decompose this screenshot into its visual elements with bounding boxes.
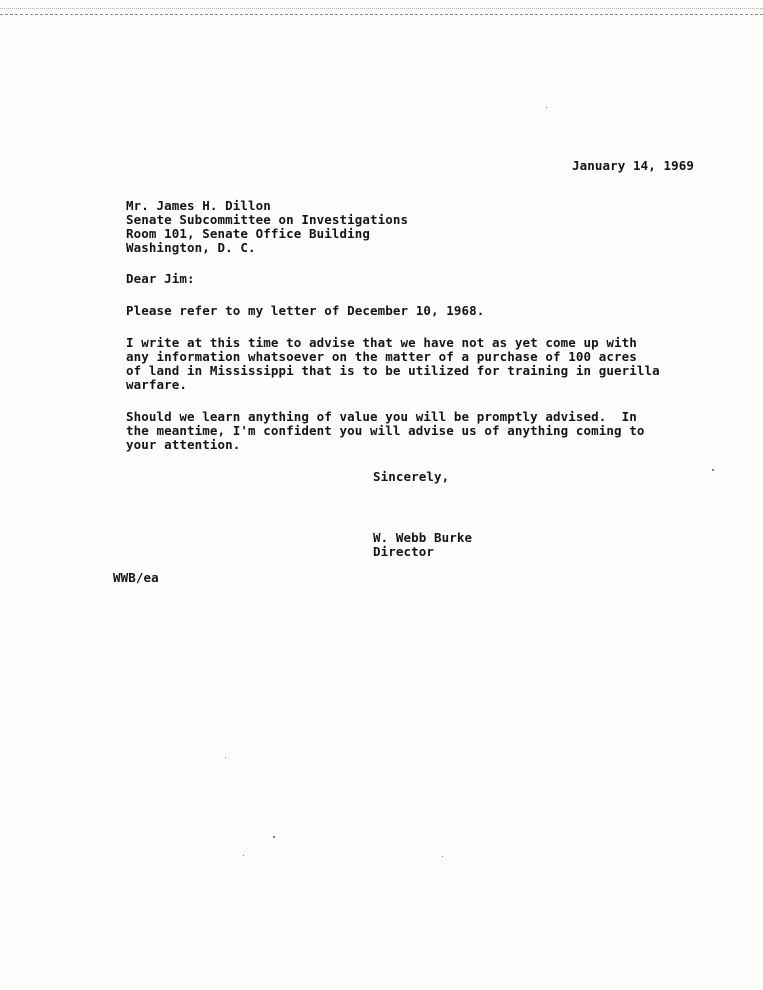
- scan-speck: [273, 836, 275, 838]
- paragraph-advice: [126, 336, 660, 392]
- scan-speck: [712, 469, 714, 471]
- paragraph-line: of land in Mississippi that is to be utilized for training in guerilla: [126, 363, 660, 378]
- paragraph-line: I write at this time to advise that we have not as yet come up with: [126, 335, 637, 350]
- paragraph-followup: [126, 410, 645, 452]
- recipient-line: Washington, D. C.: [126, 240, 256, 255]
- typist-initials: WWB/ea: [113, 570, 159, 585]
- scan-speck: [442, 856, 443, 857]
- scan-speck: [243, 855, 244, 856]
- recipient-line: Room 101, Senate Office Building: [126, 226, 371, 241]
- scan-speck: [225, 757, 226, 758]
- recipient-line: Mr. James H. Dillon: [126, 198, 271, 213]
- scan-speck: [546, 107, 547, 108]
- paragraph-line: Should we learn anything of value you will be promptly advised. In: [126, 409, 637, 424]
- paragraph-line: warfare.: [126, 377, 188, 392]
- paragraph-line: your attention.: [126, 437, 241, 452]
- paragraph-reference: [126, 304, 484, 318]
- page-top-edge-dots: [0, 8, 763, 9]
- signer-name: W. Webb Burke: [373, 530, 473, 545]
- recipient-address: [126, 199, 408, 255]
- paragraph-line: the meantime, I'm confident you will advise us of anything coming to: [126, 423, 645, 438]
- letter-date: January 14, 1969: [572, 158, 695, 173]
- signature-block: [373, 531, 472, 559]
- paragraph-line: Please refer to my letter of December 10, 1968.: [126, 303, 485, 318]
- recipient-line: Senate Subcommittee on Investigations: [126, 212, 409, 227]
- closing: Sincerely,: [373, 469, 450, 484]
- salutation: Dear Jim:: [126, 271, 195, 286]
- signer-title: Director: [373, 544, 435, 559]
- paragraph-line: any information whatsoever on the matter of a purchase of 100 acres: [126, 349, 637, 364]
